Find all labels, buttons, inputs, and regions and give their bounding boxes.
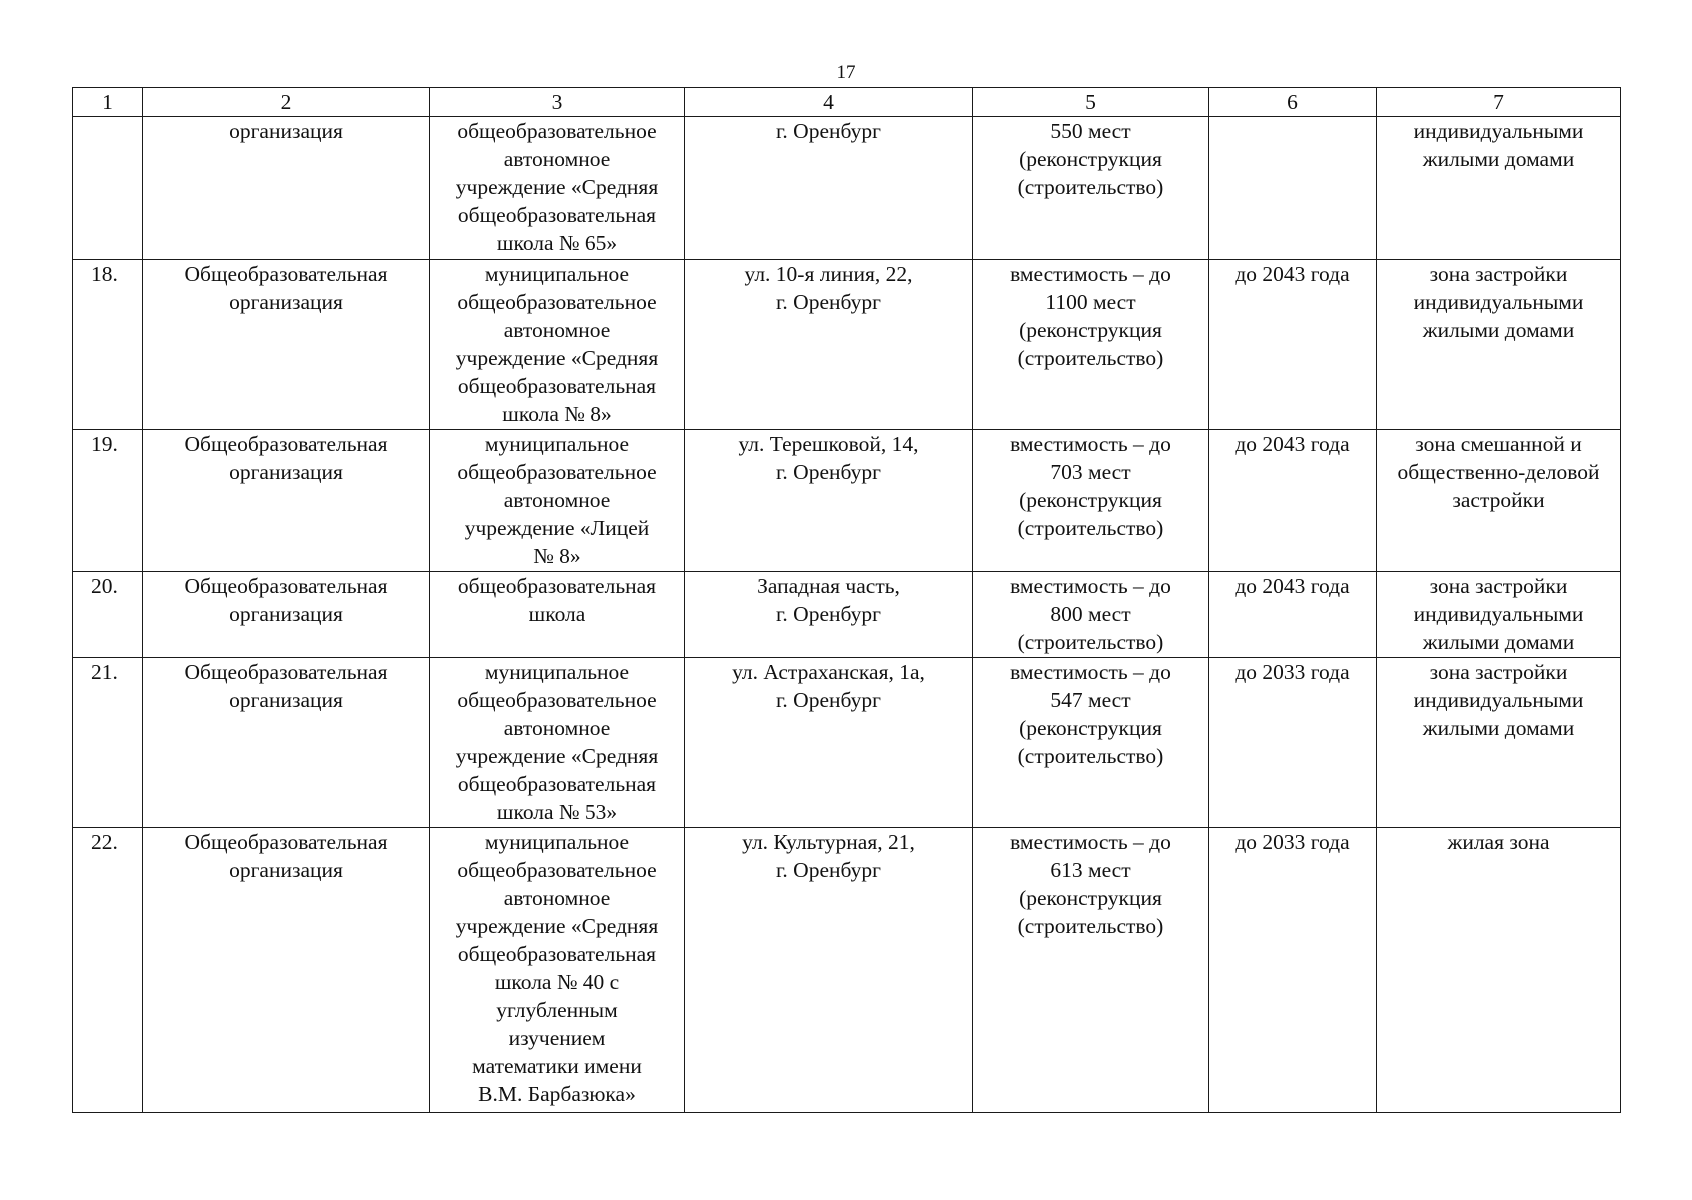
- facility-type: Общеобразовательная организация: [143, 260, 430, 430]
- row-number: 20.: [73, 572, 143, 658]
- facility-location: Западная часть, г. Оренбург: [685, 572, 973, 658]
- column-number-row: [73, 88, 1621, 117]
- facility-location: ул. 10-я линия, 22, г. Оренбург: [685, 260, 973, 430]
- facility-capacity: вместимость – до 547 мест (реконструкция (строительство): [973, 658, 1209, 828]
- table-row: [73, 828, 1621, 1113]
- facility-capacity: вместимость – до 1100 мест (реконструкция (строительство): [973, 260, 1209, 430]
- functional-zone: зона застройки индивидуальными жилыми домами: [1377, 572, 1621, 658]
- row-number: [73, 117, 143, 260]
- column-number: 5: [973, 88, 1209, 117]
- column-number: 1: [73, 88, 143, 117]
- facility-type: Общеобразовательная организация: [143, 430, 430, 572]
- facility-name: муниципальное общеобразовательное автономное учреждение «Средняя общеобразовательная школа № 53»: [430, 658, 685, 828]
- implementation-term: до 2043 года: [1209, 430, 1377, 572]
- facility-type: организация: [143, 117, 430, 260]
- functional-zone: зона застройки индивидуальными жилыми домами: [1377, 260, 1621, 430]
- table-row: [73, 260, 1621, 430]
- functional-zone: зона застройки индивидуальными жилыми домами: [1377, 658, 1621, 828]
- facility-location: ул. Культурная, 21, г. Оренбург: [685, 828, 973, 1113]
- column-number: 4: [685, 88, 973, 117]
- facility-name: муниципальное общеобразовательное автономное учреждение «Средняя общеобразовательная школа № 8»: [430, 260, 685, 430]
- table-row: [73, 430, 1621, 572]
- facility-capacity: 550 мест (реконструкция (строительство): [973, 117, 1209, 260]
- implementation-term: до 2043 года: [1209, 260, 1377, 430]
- facility-type: Общеобразовательная организация: [143, 572, 430, 658]
- facilities-table: [72, 87, 1621, 1113]
- column-number: 6: [1209, 88, 1377, 117]
- row-number: 18.: [73, 260, 143, 430]
- table-row: [73, 117, 1621, 260]
- row-number: 22.: [73, 828, 143, 1113]
- facility-location: ул. Астраханская, 1а, г. Оренбург: [685, 658, 973, 828]
- facility-capacity: вместимость – до 800 мест (строительство): [973, 572, 1209, 658]
- row-number: 19.: [73, 430, 143, 572]
- facility-type: Общеобразовательная организация: [143, 828, 430, 1113]
- row-number: 21.: [73, 658, 143, 828]
- functional-zone: жилая зона: [1377, 828, 1621, 1113]
- facility-capacity: вместимость – до 703 мест (реконструкция (строительство): [973, 430, 1209, 572]
- implementation-term: до 2033 года: [1209, 658, 1377, 828]
- implementation-term: до 2043 года: [1209, 572, 1377, 658]
- facility-location: ул. Терешковой, 14, г. Оренбург: [685, 430, 973, 572]
- functional-zone: индивидуальными жилыми домами: [1377, 117, 1621, 260]
- functional-zone: зона смешанной и общественно-деловой застройки: [1377, 430, 1621, 572]
- facility-name: муниципальное общеобразовательное автономное учреждение «Средняя общеобразовательная школа № 40 с углубленным изучением математики имени В.М. Барбазюка»: [430, 828, 685, 1113]
- implementation-term: до 2033 года: [1209, 828, 1377, 1113]
- table-row: [73, 572, 1621, 658]
- facility-type: Общеобразовательная организация: [143, 658, 430, 828]
- table-row: [73, 658, 1621, 828]
- facility-name: общеобразовательное автономное учреждение «Средняя общеобразовательная школа № 65»: [430, 117, 685, 260]
- column-number: 2: [143, 88, 430, 117]
- facility-location: г. Оренбург: [685, 117, 973, 260]
- page-number: 17: [836, 62, 856, 83]
- column-number: 3: [430, 88, 685, 117]
- facility-name: муниципальное общеобразовательное автономное учреждение «Лицей № 8»: [430, 430, 685, 572]
- column-number: 7: [1377, 88, 1621, 117]
- implementation-term: [1209, 117, 1377, 260]
- facility-capacity: вместимость – до 613 мест (реконструкция (строительство): [973, 828, 1209, 1113]
- facility-name: общеобразовательная школа: [430, 572, 685, 658]
